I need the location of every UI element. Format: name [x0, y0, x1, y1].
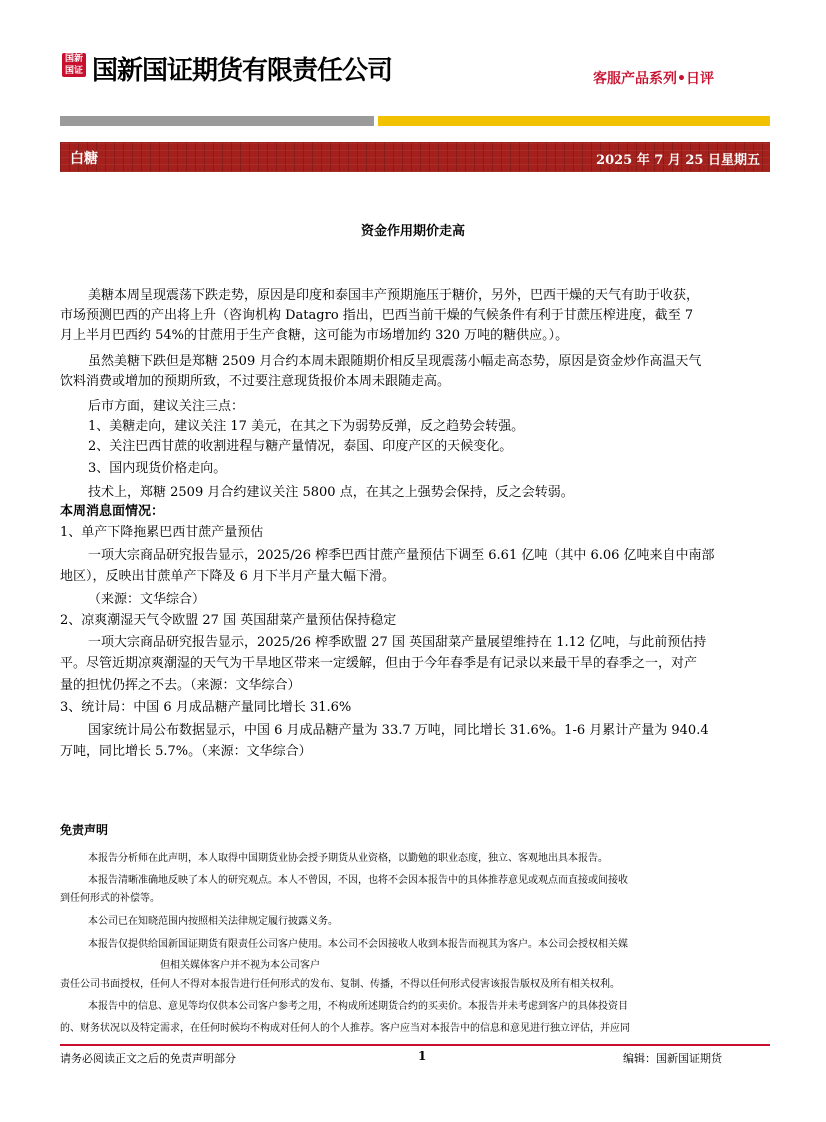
footer-divider	[60, 1044, 770, 1046]
disclaimer-line: 本报告仅提供给国新国证期货有限责任公司客户使用。本公司不会因接收人收到本报告而视其为客户。本公司会授权相关媒	[88, 939, 628, 950]
paragraph-line: 后市方面，建议关注三点：	[88, 399, 245, 414]
paragraph-line: 国家统计局公布数据显示，中国 6 月成品糖产量为 33.7 万吨，同比增长 31.6%。1-6 月累计产量为 940.4	[88, 723, 709, 738]
footer-editor: 编辑：国新国证期货	[623, 1052, 722, 1065]
paragraph-line: 量的担忧仍挥之不去。（来源：文华综合）	[60, 678, 301, 693]
news-source: （来源：文华综合）	[88, 592, 206, 607]
commodity-label: 白糖	[70, 151, 98, 167]
report-title: 资金作用期价走高	[360, 224, 465, 239]
list-item: 2、关注巴西甘蔗的收割进程与糖产量情况，泰国、印度产区的天候变化。	[88, 439, 513, 454]
page-number: 1	[418, 1049, 427, 1063]
header-divider-gold	[378, 116, 770, 126]
disclaimer-line: 责任公司书面授权，任何人不得对本报告进行任何形式的发布、复制、传播，不得以任何形式侵害该报告版权及所有相关权利。	[60, 979, 620, 990]
news-heading: 本周消息面情况：	[60, 504, 165, 519]
disclaimer-line: 到任何形式的补偿等。	[60, 893, 160, 904]
news-title: 2、凉爽潮湿天气令欧盟 27 国 英国甜菜产量预估保持稳定	[60, 613, 397, 628]
footer-note: 请务必阅读正文之后的免责声明部分	[60, 1052, 236, 1065]
disclaimer-line: 本报告中的信息、意见等均仅供本公司客户参考之用，不构成所述期货合约的买卖价。本报告并未考虑到客户的具体投资目	[88, 1001, 628, 1012]
company-logo-icon: 国新 国证	[62, 53, 86, 77]
disclaimer-line: 但相关媒体客户并不视为本公司客户	[160, 960, 320, 971]
paragraph-line: 市场预测巴西的产出将上升（咨询机构 Datagro 指出，巴西当前干燥的气候条件有利于甘蔗压榨进度，截至 7	[60, 308, 694, 323]
news-title: 3、统计局：中国 6 月成品糖产量同比增长 31.6%	[60, 700, 352, 715]
paragraph-line: 一项大宗商品研究报告显示，2025/26 榨季巴西甘蔗产量预估下调至 6.61 亿吨（其中 6.06 亿吨来自中南部	[88, 548, 715, 563]
list-item: 1、美糖走向，建议关注 17 美元，在其之下为弱势反弹，反之趋势会转强。	[88, 419, 525, 434]
list-item: 3、国内现货价格走向。	[88, 461, 227, 476]
paragraph-line: 平。尽管近期凉爽潮湿的天气为干旱地区带来一定缓解，但由于今年春季是有记录以来最干旱的春季之一，对产	[60, 656, 698, 671]
disclaimer-heading: 免责声明	[60, 823, 109, 837]
paragraph-line: 万吨，同比增长 5.7%。（来源：文华综合）	[60, 744, 312, 759]
paragraph-line: 虽然美糖下跌但是郑糖 2509 月合约本周未跟随期价相反呈现震荡小幅走高态势，原因是资金炒作高温天气	[88, 354, 702, 369]
series-label: 客服产品系列•日评	[593, 71, 714, 87]
paragraph-line: 一项大宗商品研究报告显示，2025/26 榨季欧盟 27 国 英国甜菜产量展望维持在 1.12 亿吨，与此前预估持	[88, 635, 707, 650]
company-name: 国新国证期货有限责任公司	[92, 56, 393, 86]
disclaimer-line: 本报告清晰准确地反映了本人的研究观点。本人不曾因，不因，也将不会因本报告中的具体推荐意见或观点而直接或间接收	[88, 875, 628, 886]
header-divider-gray	[60, 116, 374, 126]
paragraph-line: 月上半月巴西约 54%的甘蔗用于生产食糖，这可能为市场增加约 320 万吨的糖供应。）。	[60, 328, 569, 343]
report-date: 2025 年 7 月 25 日星期五	[596, 153, 760, 168]
news-title: 1、单产下降拖累巴西甘蔗产量预估	[60, 525, 264, 540]
paragraph-line: 饮料消费或增加的预期所致，不过要注意现货报价本周未跟随走高。	[60, 374, 451, 389]
paragraph-line: 地区），反映出甘蔗单产下降及 6 月下半月产量大幅下滑。	[60, 569, 396, 584]
disclaimer-line: 本公司已在知晓范围内按照相关法律规定履行披露义务。	[88, 916, 338, 927]
disclaimer-line: 的、财务状况以及特定需求，在任何时候均不构成对任何人的个人推荐。客户应当对本报告中的信息和意见进行独立评估，并应同	[60, 1023, 630, 1034]
report-band	[60, 142, 770, 172]
disclaimer-line: 本报告分析师在此声明，本人取得中国期货业协会授予期货从业资格，以勤勉的职业态度，独立、客观地出具本报告。	[88, 853, 608, 864]
paragraph-line: 美糖本周呈现震荡下跌走势，原因是印度和泰国丰产预期施压于糖价，另外，巴西干燥的天气有助于收获，	[88, 288, 700, 303]
paragraph-line: 技术上，郑糖 2509 月合约建议关注 5800 点，在其之上强势会保持，反之会转弱。	[88, 485, 574, 500]
